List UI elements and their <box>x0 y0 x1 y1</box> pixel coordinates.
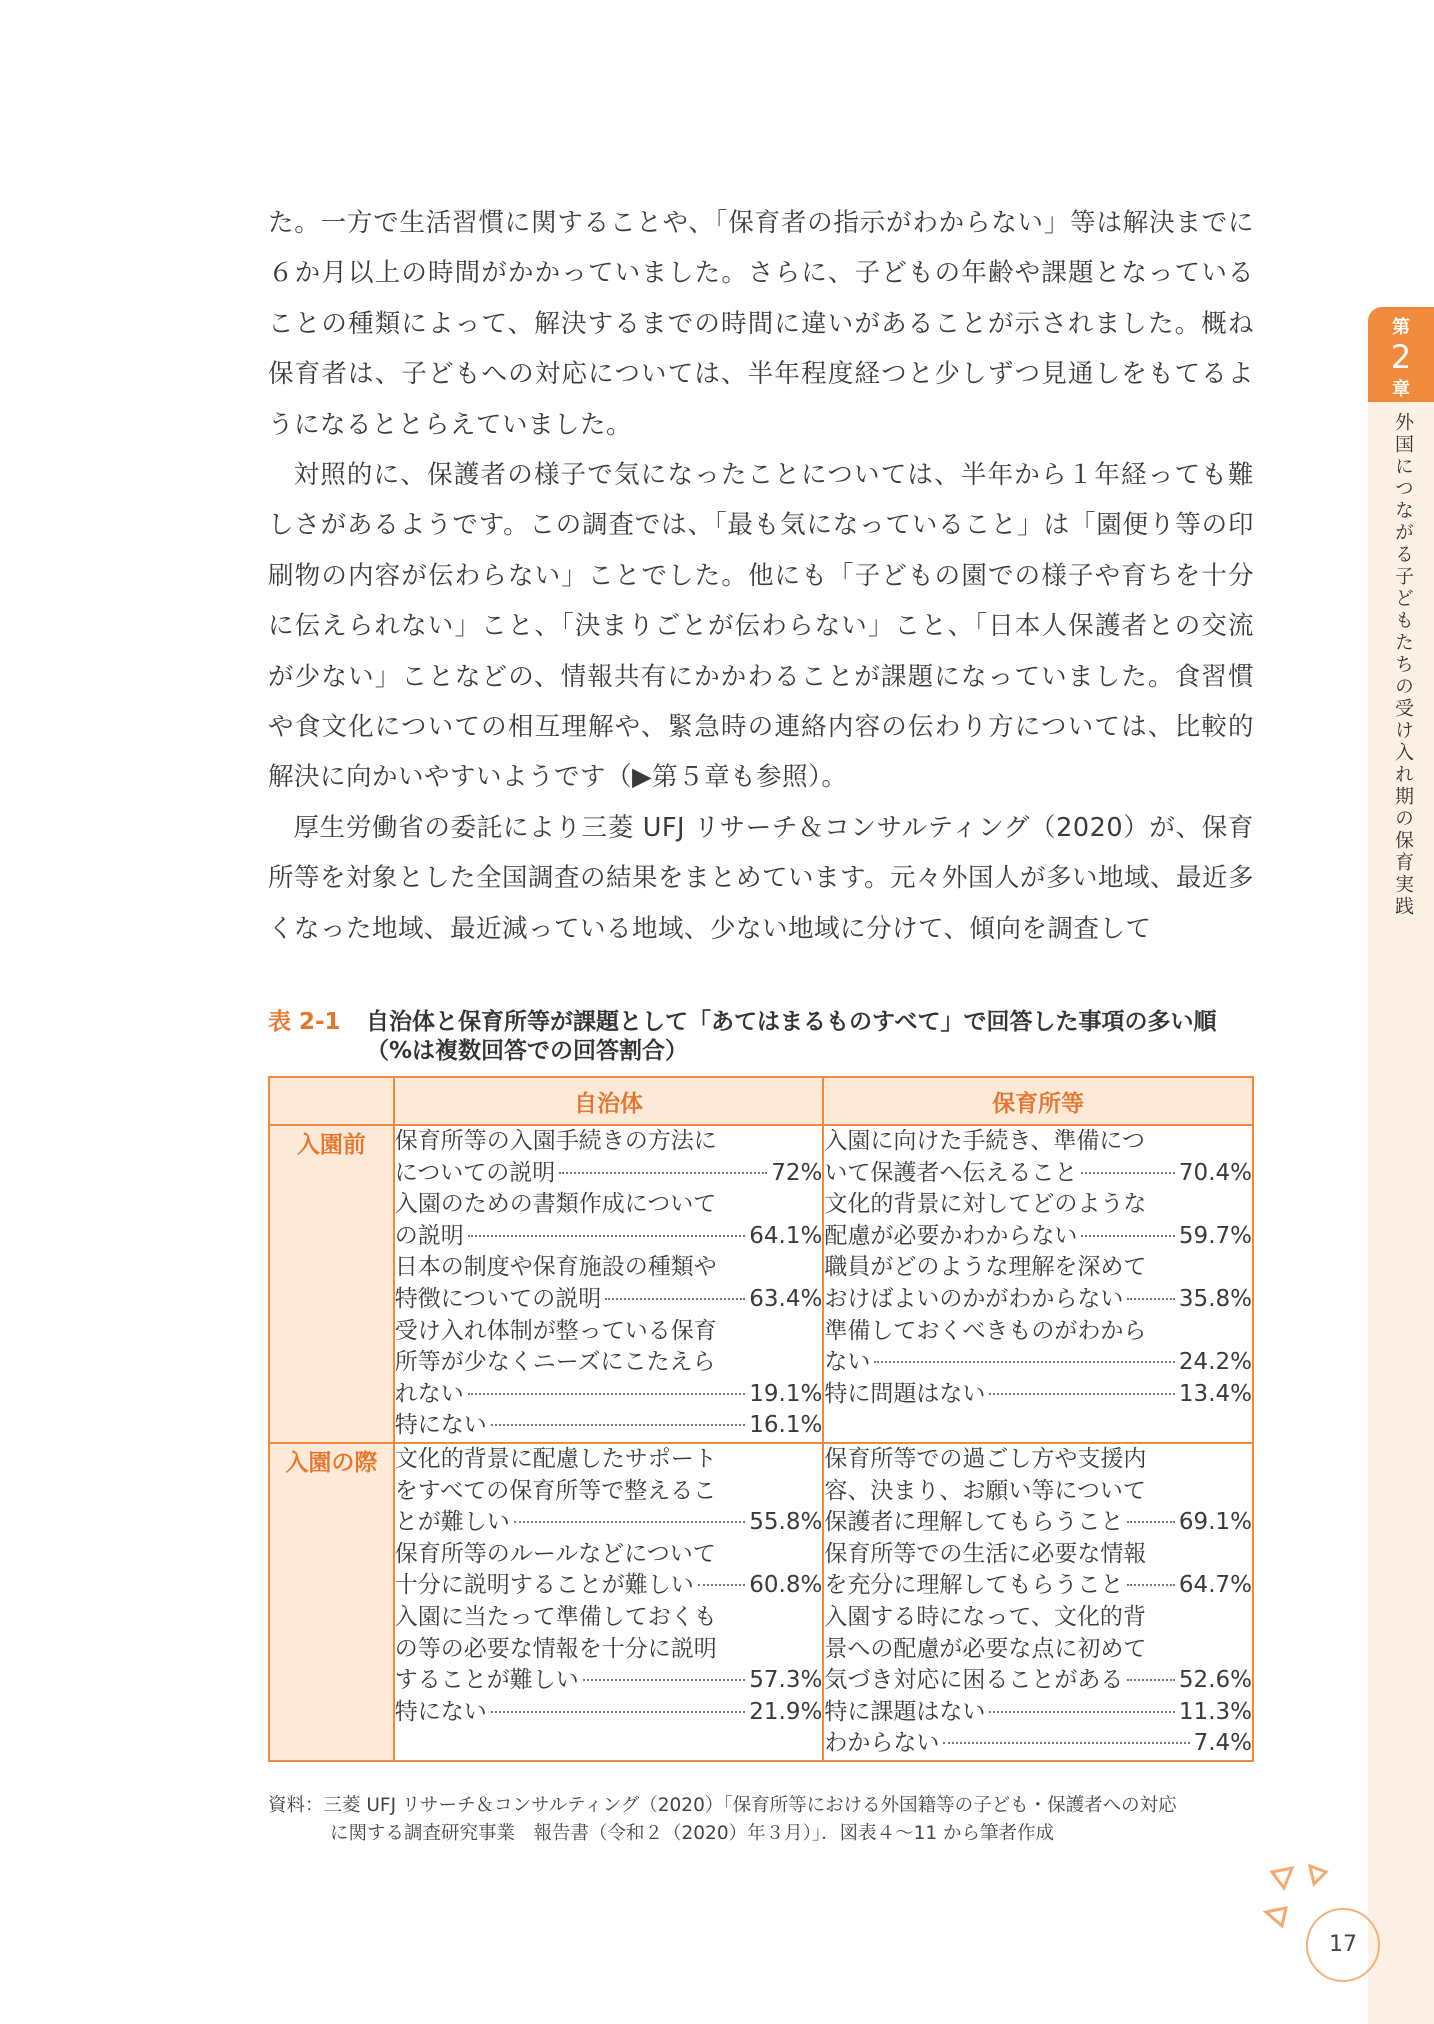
item-text: 気づき対応に困ることがある <box>824 1667 1124 1694</box>
item-percentage: 55.8% <box>749 1509 823 1536</box>
leader-dots <box>1127 1679 1175 1681</box>
item-percentage: 64.1% <box>749 1222 823 1249</box>
item-last-line <box>824 1570 1252 1602</box>
item-text: 保護者に理解してもらうこと <box>824 1509 1124 1536</box>
item-text-line: 入園のための書類作成について <box>394 1191 717 1218</box>
item-percentage: 64.7% <box>1178 1572 1252 1599</box>
list-item <box>395 1126 823 1189</box>
item-text-line: 景への配慮が必要な点に初めて <box>824 1635 1147 1662</box>
item-last-line <box>824 1284 1252 1316</box>
municipality-cell <box>394 1443 824 1761</box>
item-text: 特に課題はない <box>824 1698 986 1725</box>
table-row <box>269 1125 1253 1443</box>
list-item <box>395 1410 823 1442</box>
item-text-line: 入園に当たって準備しておくも <box>394 1603 717 1630</box>
item-text-line: 日本の制度や保育施設の種類や <box>394 1254 717 1281</box>
item-last-line <box>395 1284 823 1316</box>
list-item <box>824 1728 1252 1760</box>
paragraph-3: 厚生労働省の委託により三菱 UFJ リサーチ＆コンサルティング（2020）が、保育所等を対象とした全国調査の結果をまとめています。元々外国人が多い地域、最近多くなった地域、最近減っている地域、少ない地域に分けて、傾向を調査して <box>268 812 1254 944</box>
item-text-line: 所等が少なくニーズにこたえら <box>394 1349 716 1376</box>
item-last-line <box>824 1665 1252 1697</box>
table-title: 自治体と保育所等が課題として「あてはまるものすべて」で回答した事項の多い順 <box>366 1009 1217 1035</box>
chapter-tab <box>1368 307 1434 402</box>
facility-cell <box>823 1443 1253 1761</box>
list-item <box>824 1126 1252 1189</box>
facility-cell <box>823 1125 1253 1443</box>
item-percentage: 69.1% <box>1178 1509 1252 1536</box>
leader-dots <box>514 1521 746 1523</box>
item-text-line: 文化的背景に配慮したサポート <box>394 1445 717 1472</box>
table-corner <box>269 1077 394 1125</box>
item-text-line: をすべての保育所等で整えるこ <box>394 1477 717 1504</box>
leader-dots <box>491 1711 746 1713</box>
list-item <box>824 1602 1252 1697</box>
leader-dots <box>605 1298 745 1300</box>
item-last-line <box>824 1379 1252 1411</box>
row-header: 入園前 <box>269 1125 394 1443</box>
source-line-2: に関する調査研究事業 報告書（令和２（2020）年３月）」．図表４～11 から筆者作成 <box>330 1823 1055 1844</box>
item-percentage: 59.7% <box>1178 1222 1252 1249</box>
item-percentage: 60.8% <box>749 1572 823 1599</box>
list-item <box>824 1316 1252 1379</box>
item-last-line <box>824 1221 1252 1253</box>
item-percentage: 21.9% <box>749 1698 823 1725</box>
item-percentage: 11.3% <box>1178 1698 1252 1725</box>
leader-dots <box>468 1393 746 1395</box>
item-last-line <box>824 1697 1252 1729</box>
side-chapter-title: 外国につながる子どもたちの受け入れ期の保育実践 <box>1392 412 1414 918</box>
leader-dots <box>583 1679 746 1681</box>
item-text-line: 保育所等のルールなどについて <box>394 1540 716 1567</box>
item-text: 十分に説明することが難しい <box>394 1572 694 1599</box>
leader-dots <box>943 1742 1189 1744</box>
item-text: を充分に理解してもらうこと <box>824 1572 1124 1599</box>
item-percentage: 19.1% <box>749 1380 823 1407</box>
leader-dots <box>874 1361 1175 1363</box>
item-percentage: 63.4% <box>749 1285 823 1312</box>
leader-dots <box>698 1584 746 1586</box>
paragraph-2: 対照的に、保護者の様子で気になったことについては、半年から１年経っても難しさがあるようです。この調査では、「最も気になっていること」は「園便り等の印刷物の内容が伝わらない」ことでした。他にも「子どもの園での様子や育ちを十分に伝えられない」こと、「決まりごとが伝わらない」こと、「日本人保護者との交流が少ない」ことなどの、情報共有にかかわることが課題になっていました。食習慣や食文化についての相互理解や、緊急時の連絡内容の伝わり方については、比較的解決に向かいやすいようです（▶第５章も参照）。 <box>268 460 1254 793</box>
list-item <box>395 1539 823 1602</box>
item-last-line <box>824 1158 1252 1190</box>
item-text-line: 入園する時になって、文化的背 <box>824 1603 1146 1630</box>
item-text: することが難しい <box>394 1667 579 1694</box>
item-last-line <box>395 1697 823 1729</box>
item-last-line <box>824 1507 1252 1539</box>
list-item <box>395 1252 823 1315</box>
list-item <box>395 1444 823 1539</box>
leader-dots <box>989 1393 1175 1395</box>
list-item <box>395 1602 823 1697</box>
issues-table <box>268 1076 1254 1762</box>
source-note <box>268 1792 1258 1848</box>
table-row <box>269 1443 1253 1761</box>
source-line-1: 資料：三菱 UFJ リサーチ＆コンサルティング（2020）「保育所等における外国籍等の子ども・保護者への対応 <box>268 1795 1177 1816</box>
item-text: 特に問題はない <box>824 1380 986 1407</box>
list-item <box>824 1252 1252 1315</box>
list-item <box>824 1189 1252 1252</box>
item-last-line <box>824 1347 1252 1379</box>
list-item <box>824 1444 1252 1539</box>
item-text-line: 保育所等での生活に必要な情報 <box>824 1540 1147 1567</box>
leader-dots <box>989 1711 1175 1713</box>
leader-dots <box>1127 1584 1175 1586</box>
item-text: 特徴についての説明 <box>394 1285 602 1312</box>
leader-dots <box>491 1424 746 1426</box>
body-text <box>268 198 1254 954</box>
list-item <box>395 1697 823 1729</box>
item-last-line <box>395 1221 823 1253</box>
item-text-line: 入園に向けた手続き、準備につ <box>824 1128 1145 1154</box>
table-number: 表 2-1 <box>268 1009 341 1035</box>
item-last-line <box>395 1507 823 1539</box>
item-percentage: 35.8% <box>1178 1285 1252 1312</box>
page-number: 17 <box>1306 1908 1380 1982</box>
item-percentage: 13.4% <box>1178 1380 1252 1407</box>
leader-dots <box>1081 1172 1175 1174</box>
item-last-line <box>395 1158 823 1190</box>
leader-dots <box>1127 1298 1175 1300</box>
item-text: 特にない <box>394 1698 487 1725</box>
leader-dots <box>468 1235 746 1237</box>
item-percentage: 70.4% <box>1178 1159 1252 1186</box>
list-item <box>824 1379 1252 1411</box>
table-caption <box>268 1008 1258 1066</box>
item-text: おけばよいのかがわからない <box>824 1285 1124 1312</box>
item-text: ない <box>824 1349 871 1376</box>
list-item <box>824 1539 1252 1602</box>
item-text: わからない <box>824 1730 940 1757</box>
item-last-line <box>395 1379 823 1411</box>
item-text: の説明 <box>394 1222 464 1249</box>
item-text-line: 職員がどのような理解を深めて <box>824 1254 1147 1281</box>
item-text-line: 保育所等での過ごし方や支援内 <box>824 1445 1147 1472</box>
municipality-cell <box>394 1125 824 1443</box>
list-item <box>395 1189 823 1252</box>
chapter-number: 2 <box>1390 338 1412 376</box>
col-header-municipality: 自治体 <box>394 1077 824 1125</box>
leader-dots <box>1127 1521 1175 1523</box>
paragraph-1: た。一方で生活習慣に関することや、「保育者の指示がわからない」等は解決までに６か月以上の時間がかかっていました。さらに、子どもの年齢や課題となっていることの種類によって、解決するまでの時間に違いがあることが示されました。概ね保育者は、子どもへの対応については、半年程度経つと少しずつ見通しをもてるようになるととらえていました。 <box>268 208 1254 440</box>
item-percentage: 52.6% <box>1178 1667 1252 1694</box>
item-text: 特にない <box>394 1412 487 1439</box>
item-percentage: 24.2% <box>1178 1349 1252 1376</box>
item-text-line: 受け入れ体制が整っている保育 <box>394 1317 717 1344</box>
item-last-line <box>395 1665 823 1697</box>
item-text: についての説明 <box>394 1159 556 1186</box>
item-text: 配慮が必要かわからない <box>824 1222 1078 1249</box>
row-header: 入園の際 <box>269 1443 394 1761</box>
item-text-line: 容、決まり、お願い等について <box>824 1477 1146 1504</box>
item-text: とが難しい <box>394 1509 510 1536</box>
col-header-facility: 保育所等 <box>823 1077 1253 1125</box>
item-text: れない <box>394 1380 464 1407</box>
leader-dots <box>559 1172 767 1174</box>
item-text-line: の等の必要な情報を十分に説明 <box>394 1635 717 1662</box>
item-last-line <box>395 1570 823 1602</box>
item-percentage: 72% <box>771 1159 823 1186</box>
item-last-line <box>395 1410 823 1442</box>
list-item <box>395 1316 823 1411</box>
item-percentage: 16.1% <box>749 1412 823 1439</box>
chapter-suffix: 章 <box>1392 379 1410 400</box>
chapter-prefix: 第 <box>1392 317 1410 338</box>
item-text-line: 保育所等の入園手続きの方法に <box>394 1128 717 1154</box>
table-subtitle: （%は複数回答での回答割合） <box>366 1038 689 1064</box>
item-percentage: 57.3% <box>749 1667 823 1694</box>
item-text-line: 文化的背景に対してどのような <box>824 1191 1147 1218</box>
item-percentage: 7.4% <box>1193 1730 1252 1757</box>
item-last-line <box>824 1728 1252 1760</box>
item-text-line: 準備しておくべきものがわから <box>824 1317 1147 1344</box>
leader-dots <box>1081 1235 1175 1237</box>
item-text: いて保護者へ伝えること <box>824 1159 1078 1186</box>
list-item <box>824 1697 1252 1729</box>
